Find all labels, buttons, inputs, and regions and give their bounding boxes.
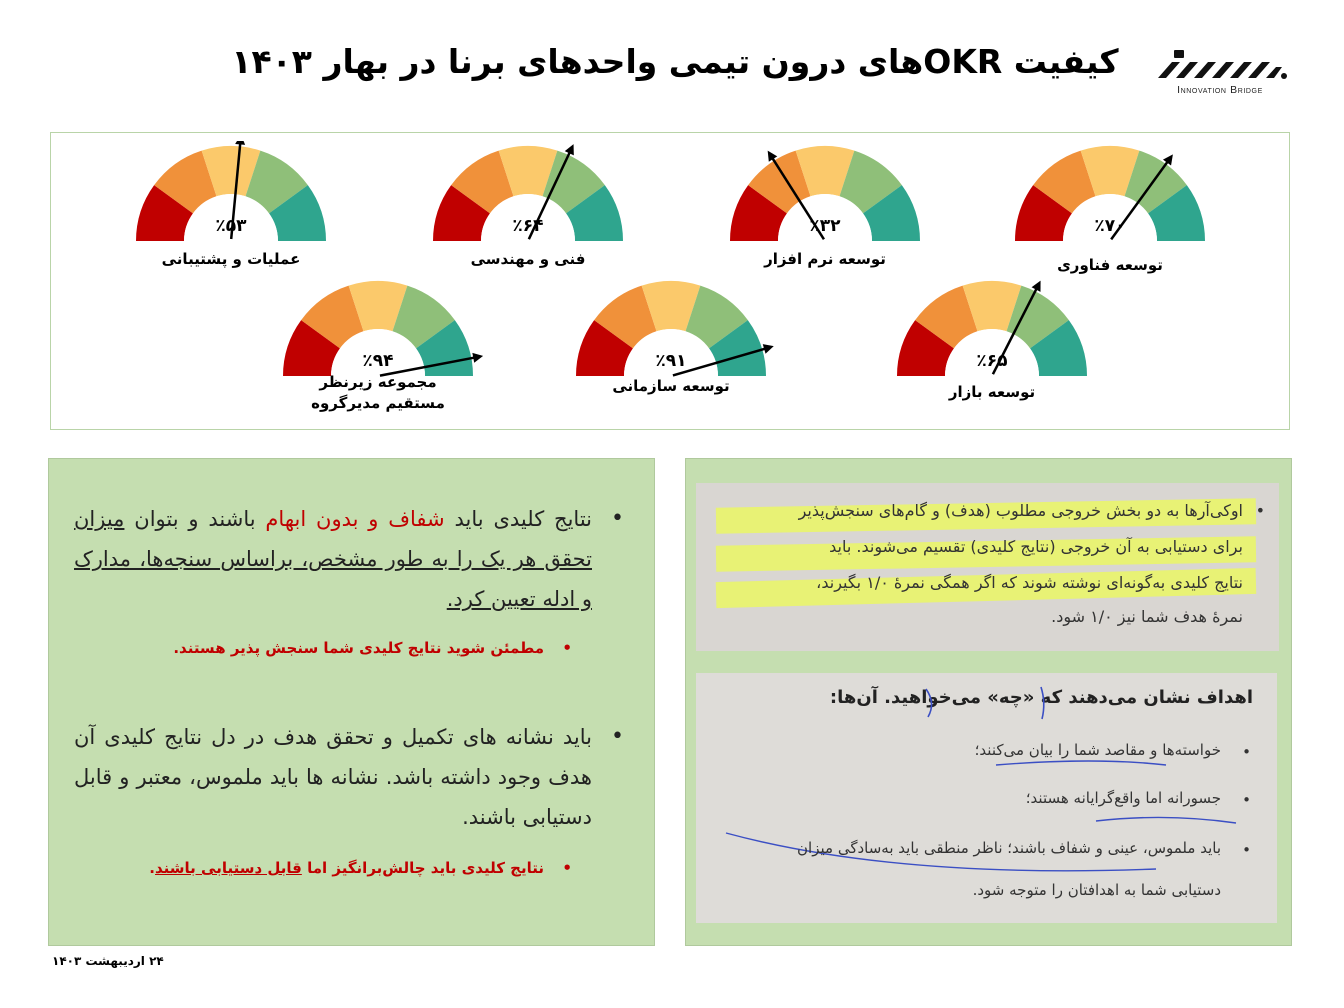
photo2-item1: خواسته‌ها و مقاصد شما را بیان می‌کنند؛ — [974, 741, 1221, 759]
gauge-label: توسعه نرم افزار — [764, 250, 886, 268]
bullet-dot: • — [611, 506, 624, 531]
bullet1-highlight: شفاف و بدون ابهام — [265, 507, 445, 531]
photo2-item3b: دستیابی شما به اهدافتان را متوجه شود. — [972, 881, 1221, 899]
sub-bullet-dot: • — [562, 859, 572, 877]
sub-bullet-measurable — [74, 639, 572, 657]
photo1-line2: برای دستیابی به آن خروجی (نتایج کلیدی) تقسیم می‌شوند. باید — [829, 537, 1243, 556]
gauge-market — [897, 276, 1097, 416]
bullet2-text: باید نشانه های تکمیل و تحقق هدف در دل نتایج کلیدی آن هدف وجود داشته باشد. نشانه ها باید ملموس، معتبر و قابل دستیابی باشند. — [74, 725, 592, 829]
gauge-directorate — [283, 276, 483, 416]
gauge-software — [730, 141, 930, 281]
gauge-label-line1: مجموعه زیرنظر — [319, 373, 437, 391]
photo2-item2: جسورانه اما واقع‌گرایانه هستند؛ — [1025, 789, 1221, 807]
photo1-bullet: • — [1255, 501, 1265, 520]
page-title: کیفیت OKRهای درون تیمی واحدهای برنا در بهار ۱۴۰۳ — [231, 42, 1119, 81]
sub2-text-b: قابل دستیابی باشند — [155, 859, 302, 877]
photo1-line4: نمرهٔ هدف شما نیز ۱/۰ شود. — [1051, 607, 1243, 626]
photo2-bullet: • — [1242, 743, 1251, 761]
gauge-label: فنی و مهندسی — [470, 250, 586, 268]
gauge-needle-head — [472, 353, 483, 363]
photo2-bullet: • — [1242, 841, 1251, 859]
book-excerpts-panel — [685, 458, 1292, 946]
gauge-organizational — [576, 276, 776, 416]
gauge-engineering — [433, 141, 633, 281]
gauge-label-line2: مستقیم مدیرگروه — [311, 394, 445, 412]
gauge-label: توسعه فناوری — [1057, 256, 1163, 274]
gauge-label: توسعه سازمانی — [612, 377, 730, 395]
book-photo-objectives — [696, 673, 1277, 923]
gauge-technology — [1015, 141, 1215, 281]
bullet-completion-signs — [74, 717, 624, 837]
gauge-percent: ٪۹۱ — [655, 351, 687, 371]
book-photo-okr-definition — [696, 483, 1279, 651]
gauge-label — [263, 372, 493, 414]
bullet-transparent-key-results — [74, 499, 624, 619]
gauge-label: توسعه بازار — [948, 383, 1036, 401]
bullet1-text-c: باشند و بتوان — [124, 507, 266, 531]
photo1-line3: نتایج کلیدی به‌گونه‌ای نوشته شوند که اگر همگی نمرهٔ ۱/۰ بگیرند، — [816, 573, 1243, 592]
photo2-item3: باید ملموس، عینی و شفاف باشند؛ ناظر منطقی باید به‌سادگی میزان — [797, 839, 1221, 857]
gauge-percent: ٪۷۰ — [1094, 216, 1126, 236]
bullet1-text-d: میزان تحقق هر یک را به طور مشخص، براساس سنجه‌ها، مدارک و ادله تعیین کرد. — [74, 507, 592, 611]
gauge-percent: ٪۵۳ — [215, 216, 247, 236]
sub1-text: مطمئن شوید نتایج کلیدی شما سنجش پذیر هستند. — [173, 639, 544, 657]
gauge-operations — [136, 141, 336, 281]
footer-date: ۲۴ اردیبهشت ۱۴۰۳ — [52, 954, 164, 968]
sub-bullet-dot: • — [562, 639, 572, 657]
sub2-text-c: . — [149, 859, 155, 877]
gauge-percent: ٪۳۲ — [809, 216, 841, 236]
photo2-heading: اهداف نشان می‌دهند که «چه» می‌خواهید. آن‌ها: — [829, 687, 1253, 708]
photo2-bullet: • — [1242, 791, 1251, 809]
gauge-needle-head — [235, 141, 245, 145]
guidelines-panel — [48, 458, 655, 946]
sub-bullet-achievable — [74, 859, 572, 877]
gauge-percent: ٪۹۴ — [362, 351, 394, 371]
gauge-percent: ٪۶۵ — [976, 351, 1008, 371]
gauges-panel — [50, 132, 1290, 430]
logo-text: Innovation Bridge — [1177, 84, 1263, 96]
bullet-dot: • — [611, 724, 624, 749]
bullet1-text-a: نتایج کلیدی باید — [444, 507, 593, 531]
photo1-line1: اوکی‌آرها به دو بخش خروجی مطلوب (هدف) و گام‌های سنجش‌پذیر — [798, 501, 1243, 520]
sub2-text-a: نتایج کلیدی باید چالش‌برانگیز اما — [301, 859, 544, 877]
gauge-percent: ٪۶۴ — [512, 216, 544, 236]
gauge-label: عملیات و پشتیبانی — [161, 250, 301, 268]
